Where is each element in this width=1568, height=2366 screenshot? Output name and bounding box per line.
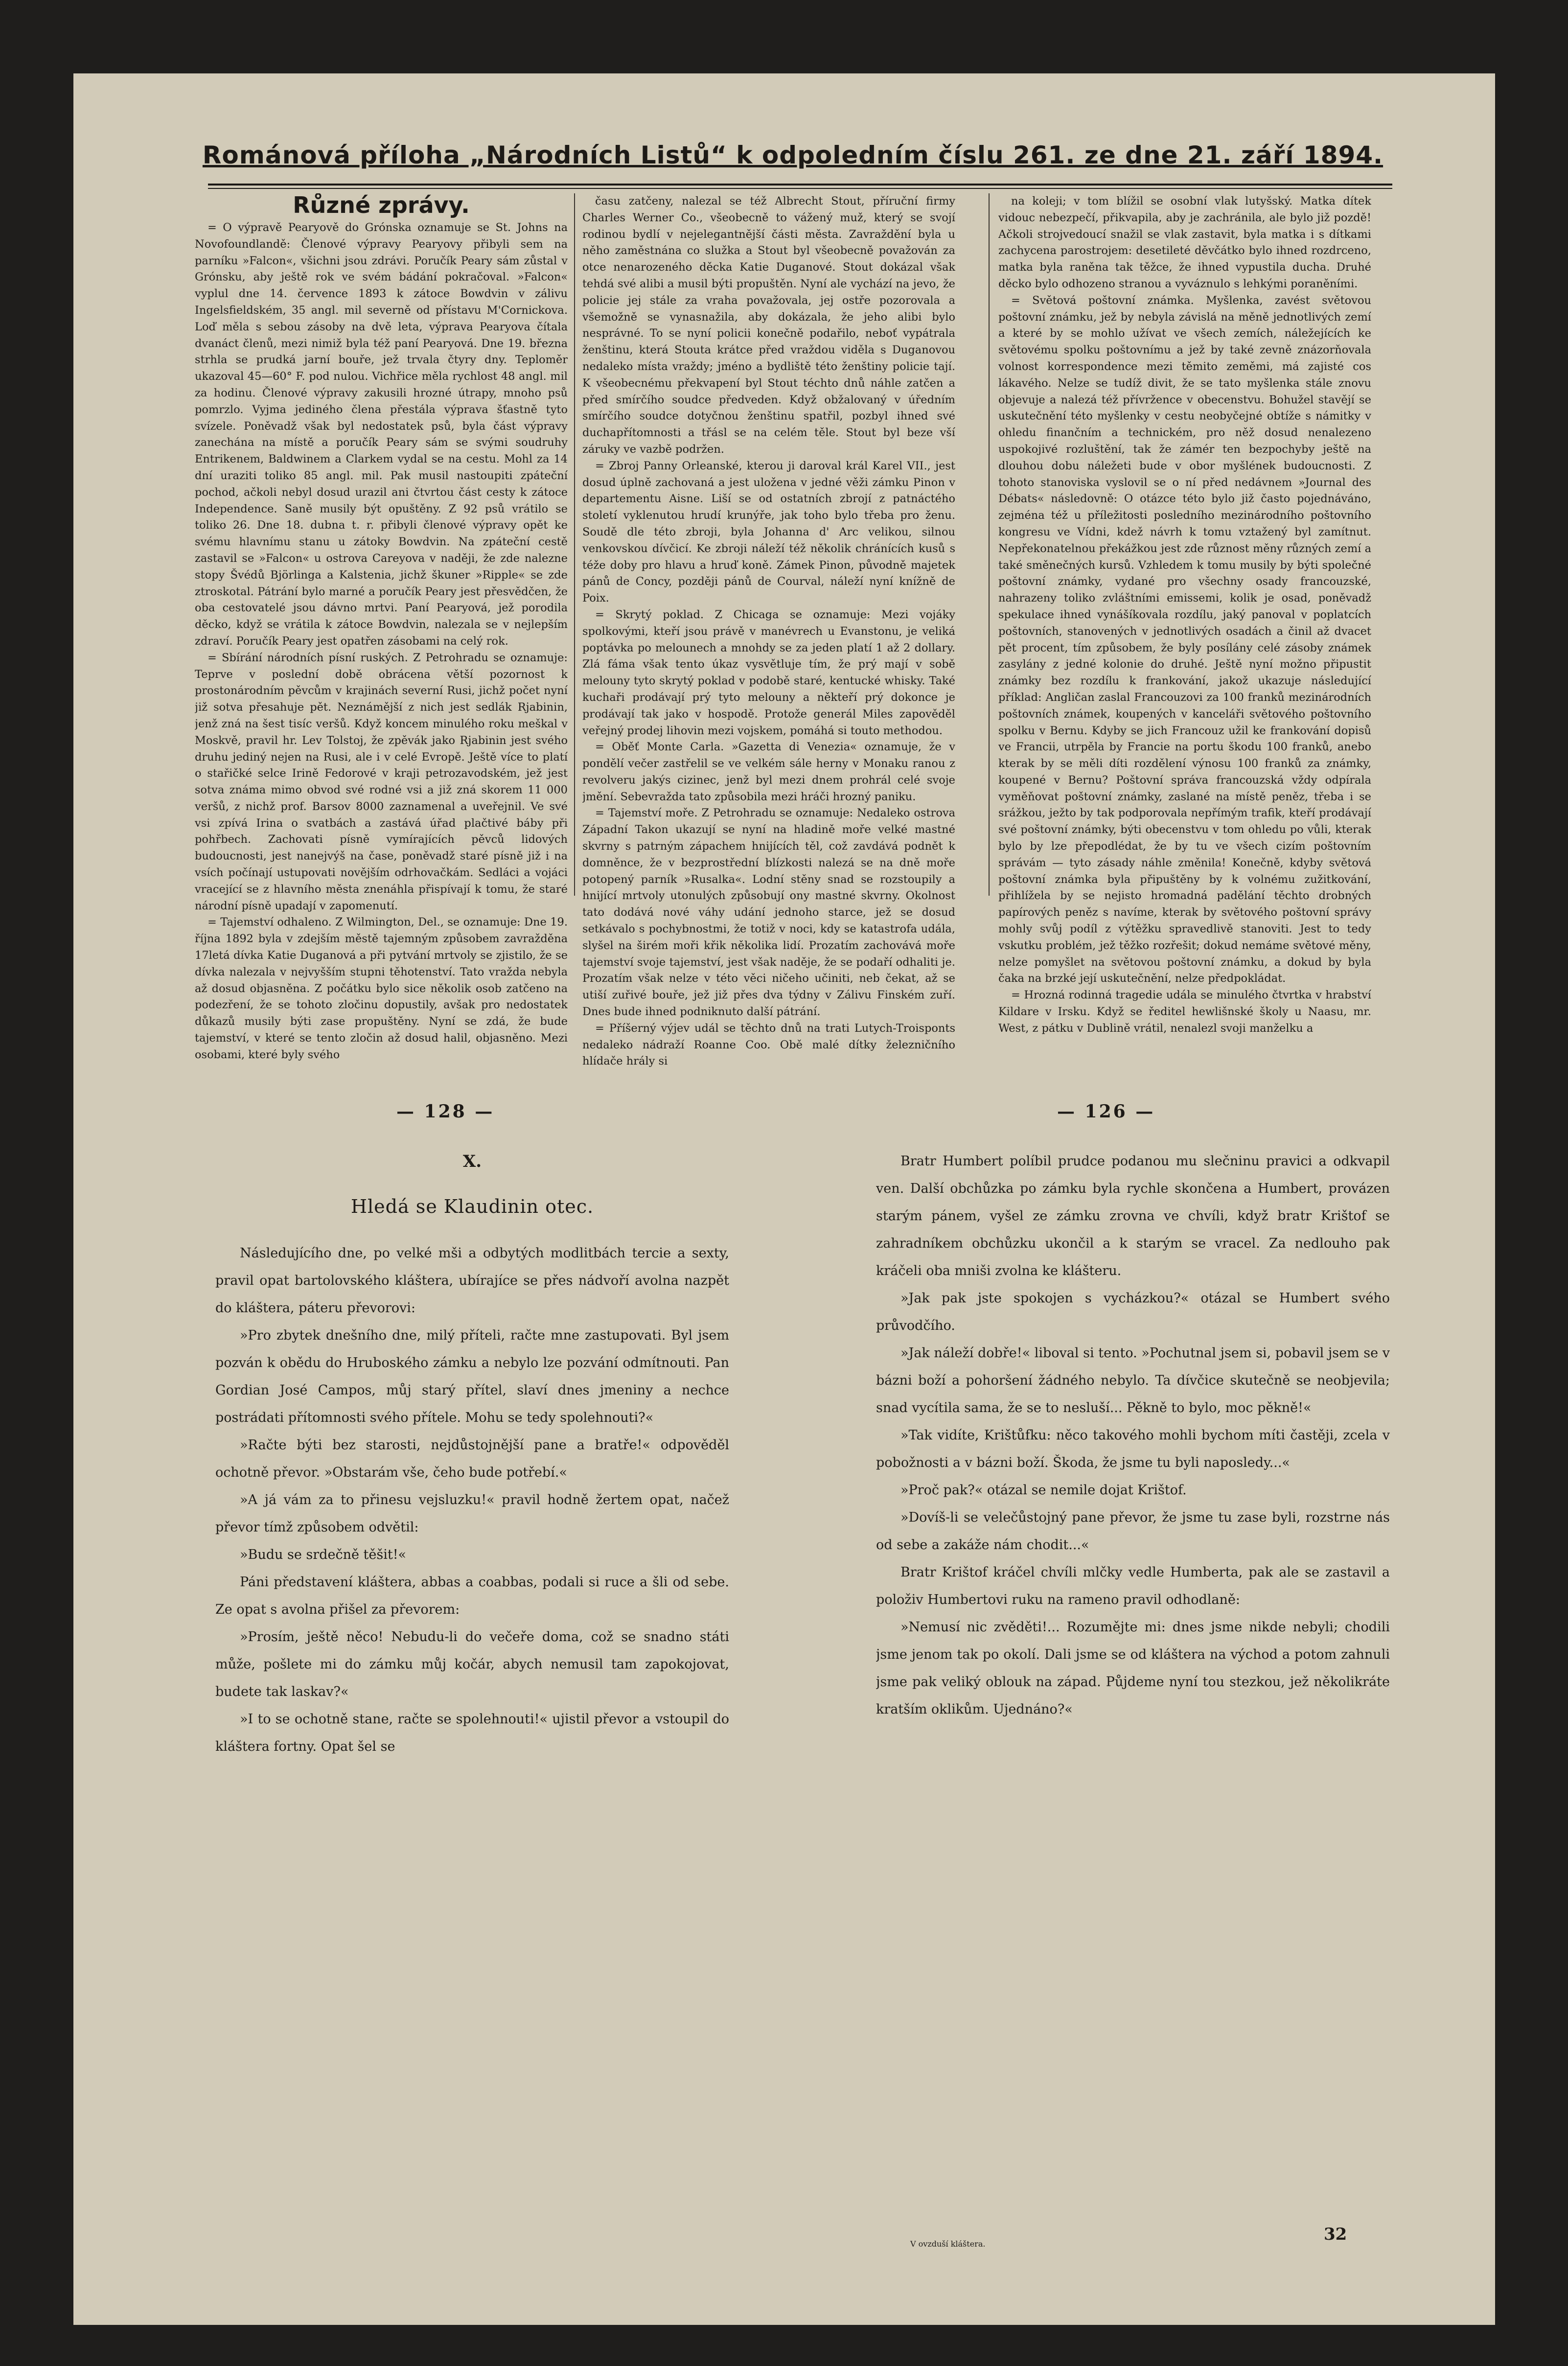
novel-paragraph: Páni představení kláštera, abbas a coabbas, podali si ruce a šli od sebe. Ze opat s avolna přišel za převorem: bbox=[215, 1575, 729, 1617]
news-item: = Příšerný výjev udál se těchto dnů na trati Lutych-Troisponts nedaleko nádraží Roanne Coo. Obě malé dítky železničního hlídače hrály si bbox=[582, 1021, 955, 1068]
novel-paragraph: Následujícího dne, po velké mši a odbytých modlitbách tercie a sexty, pravil opat bartolovského kláštera, ubírajíce se přes nádvoří avolna nazpět do kláštera, páteru převorovi: bbox=[215, 1246, 729, 1316]
novel-paragraph: »Tak vidíte, Krištůfku: něco takového mohli bychom míti častěji, zcela v pobožnosti a v bázni boží. Škoda, že jsme tu byli naposledy...« bbox=[876, 1428, 1390, 1470]
novel-page-left bbox=[215, 1148, 729, 2283]
column-divider bbox=[989, 193, 990, 896]
novel-paragraph: »I to se ochotně stane, račte se spolehnouti!« ujistil převor a vstoupil do kláštera fortny. Opat šel se bbox=[215, 1712, 729, 1754]
news-item: = Skrytý poklad. Z Chicaga se oznamuje: Mezi vojáky spolkovými, kteří jsou právě v manévrech u Evanstonu, je veliká poptávka po melounech a mnohdy se za jeden platí 1 až 2 dollary. Zlá fáma však tento úkaz vysvětluje tím, že prý mají v sobě melouny tyto skrytý poklad v podobě staré, kentucké whisky. Také kuchaři prodávají prý tyto melouny a někteří prý dokonce je prodávají tak jako v hospodě. Protože generál Miles zapověděl veřejný prodej lihovin mezi vojskem, pomáhá si touto methodou. bbox=[582, 608, 955, 737]
header-rule-thin bbox=[208, 188, 1392, 189]
chapter-number: X. bbox=[462, 1152, 482, 1171]
section-title: Různé zprávy. bbox=[293, 193, 470, 218]
novel-paragraph: »Dovíš-li se velečůstojný pane převor, že jsme tu zase byli, rozstrne nás od sebe a zakáže nám chodit...« bbox=[876, 1510, 1390, 1553]
newspaper-page bbox=[73, 73, 1495, 2325]
news-item: času zatčeny, nalezal se též Albrecht Stout, příruční firmy Charles Werner Co., všeobecně to vážený muž, který se svojí rodinou bydlí v nejelegantnější části města. Zavraždění byla u něho zaměstnána co služka a Stout byl všeobecně považován za otce nenarozeného děcka Katie Duganové. Stout dokázal však tehdá své alibi a musil býti propuštěn. Nyní ale vychází na jevo, že policie jej stále za vraha považovala, jej ostře pozorovala a všemožně se vynasnažila, aby dokázala, že jeho alibi bylo nesprávné. To se nyní policii konečně podařilo, neboť vypátrala ženštinu, která Stouta krátce před vraždou viděla s Duganovou nedaleko místa vraždy; jméno a bydliště této ženštiny policie tají. K všeobecnému překvapení byl Stout téchto dnů náhle zatčen a před smírčího soudce předveden. Když obžalovaný v úředním smírčího soudce dotyčnou ženštinu spatřil, pozbyl ihned své duchapřítomnosti a třásl se na celém těle. Stout byl beze vší záruky ve vazbě podržen. bbox=[582, 195, 955, 456]
novel-paragraph: »Proč pak?« otázal se nemile dojat Krištof. bbox=[900, 1483, 1187, 1498]
news-item: na koleji; v tom blížil se osobní vlak lutyšský. Matka dítek vidouc nebezpečí, přikvapila, aby je zachránila, ale bylo již pozdě! Ačkoli strojvedoucí snažil se vlak zastavit, byla matka i s dítkami zachycena parostrojem: desetileté děvčátko bylo ihned rozdrceno, matka byla raněna tak těžce, že ihned vypustila ducha. Druhé děcko bylo odhozeno stranou a vyváznulo s lehkými poraněními. bbox=[998, 195, 1371, 290]
novel-paragraph: »Nemusí nic zvěděti!... Rozumějte mi: dnes jsme nikde nebyli; chodili jsme jenom tak po okolí. Dali jsme se od kláštera na východ a potom zahnuli jsme pak veliký oblouk na západ. Půjdeme nyní tou stezkou, jež několikráte kratším oklikům. Ujednáno?« bbox=[876, 1620, 1390, 1717]
novel-paragraph: »Pro zbytek dnešního dne, milý příteli, račte mne zastupovati. Byl jsem pozván k obědu do Hruboského zámku a nebylo lze pozvání odmítnouti. Pan Gordian José Campos, můj starý přítel, slaví dnes jmeniny a nechce postrádati přítomnosti svého přítele. Mohu se tedy spolehnouti?« bbox=[215, 1328, 729, 1425]
news-item: = Zbroj Panny Orleanské, kterou ji daroval král Karel VII., jest dosud úplně zachovaná a jest uložena v jedné věži zámku Pinon v departementu Aisne. Liší se od ostatních zbrojí z patnáctého století vyklenutou hrudí krunýře, jak toho bylo třeba pro ženu. Soudě dle této zbroji, byla Johanna d' Arc velikou, silnou venkovskou dívčicí. Ke zbroji náleží též několik chránících kusů s téže doby pro hlavu a hruď koně. Zámek Pinon, původně majetek pánů de Concy, později pánů de Courval, náleží nyní knížně de Poix. bbox=[582, 459, 955, 605]
novel-paragraph: »Prosím, ještě něco! Nebudu-li do večeře doma, což se snadno státi může, pošlete mi do zámku můj kočár, abych nemusil tam zapokojovat, budete tak laskav?« bbox=[215, 1629, 729, 1699]
news-item: = Hrozná rodinná tragedie udála se minulého čtvrtka v hrabství Kildare v Irsku. Když se ředitel hewlišnské školy u Naasu, mr. West, z pátku v Dublině vrátil, nenalezl svoji manželku a bbox=[998, 989, 1371, 1035]
novel-paragraph: »Račte býti bez starosti, nejdůstojnější pane a bratře!« odpověděl ochotně převor. »Obstarám vše, čeho bude potřebí.« bbox=[215, 1438, 729, 1480]
novel-page-right bbox=[876, 1148, 1390, 2283]
page-number-left: — 128 — bbox=[396, 1101, 495, 1122]
page-number-right: — 126 — bbox=[1057, 1101, 1155, 1122]
novel-paragraph: »Jak náleží dobře!« liboval si tento. »Pochutnal jsem si, pobavil jsem se v bázni boží a pohoršení žádného nebylo. Ta dívčice skutečně se neobjevila; snad vycítila sama, že se to nesluší... Pěkně to bylo, moc pěkně!« bbox=[876, 1345, 1390, 1415]
news-item: = Oběť Monte Carla. »Gazetta di Venezia« oznamuje, že v pondělí večer zastřelil se ve velkém sále herny v Monaku ranou z revolveru jakýs cizinec, jenž byl mezi dnem prohrál celé svoje jmění. Sebevražda tato způsobila mezi hráči hrozný paniku. bbox=[582, 741, 955, 803]
news-item: = Tajemství moře. Z Petrohradu se oznamuje: Nedaleko ostrova Západní Takon ukazují se nyní na hladině moře velké mastné skvrny s patrným zápachem hnijících těl, což zavdává podnět k domněnce, že v bezprostřední blízkosti nalezá se na dně moře potopený parník »Rusalka«. Lodní stěny snad se rozstoupily a hnijící mrtvoly utonulých způsobují ony mastné skvrny. Okolnost tato dodává nové váhy udání jednoho starce, jež se dosud setkávalo s pochybnostmi, že totiž v noci, kdy se katastrofa udála, slyšel na širém moři křik několika lidí. Prozatím zachovává moře tajemství svoje tajemství, jest však naděje, že se podaří odhaliti je. Prozatím však nelze v této věci ničeho učiniti, neb čekat, až se utiší zuřivé bouře, jež již přes dva týdny v Zálivu Finském zuří. Dnes bude ihned podniknuto další pátrání. bbox=[582, 807, 955, 1019]
header-rule bbox=[208, 184, 1392, 186]
page-header: Románová příloha „Národních Listů“ k odpoledním číslu 261. ze dne 21. září 1894. bbox=[202, 141, 1384, 169]
news-item: = Světová poštovní známka. Myšlenka, zavést světovou poštovní známku, jež by nebyla závislá na měně jednotlivých zemí a které by se mohlo užívat ve všech zemích, náležejících ke světovému spolku poštovnímu a jež by také zevně znázorňovala volnost korrespondence mezi těmito zeměmi, má zajisté cos lákavého. Nelze se tudíž divit, že se tato myšlenka stále znovu objevuje a nalezá též přívržence v obecenstvu. Bohužel stavějí se uskutečnění této myšlenky v cestu neobyčejné obtíže s námitky v ohledu finančním a technickém, pro něž dosud nenalezeno uspokojivé rozluštění, tak že zámér ten bezpochyby ještě na dlouhou dobu náležeti bude v obor myšlének budoucnosti. Z tohoto stanoviska vyslovil se o ní před nedávnem »Journal des Débats« následovně: O otázce této bylo již často pojednáváno, zejména též u příležitosti posledního mezinárodního poštovního kongresu ve Vídni, kdež návrh k tomu vztažený byl zamítnut. Nepřekonatelnou překážkou jest zde různost měny různých zemí a také směnečných kursů. Vzhledem k tomu musily by býti společné poštovní známky, vydané pro všechny osady francouzské, nahrazeny toliko zvláštními emissemi, kolik je osad, poněvadž spekulace ihned vynášíkovala rozdílu, jaký panoval v poplatcích poštovních, stanovených v jednotlivých osadách a činil až dvacet pět procent, tím způsobem, že byly posílány celé zásoby známek zasylány z jedné kolonie do druhé. Ještě nyní možno připustit známky bez rozdílu k frankování, jakož ukazuje následující příklad: Angličan zaslal Francouzovi za 100 franků mezinárodních poštovních známek, koupených v kanceláři světového poštovního spolku v Bernu. Kdyby se jich Francouz užil ke frankování dopisů ve Francii, utrpěla by Francie na portu škodu 100 franků, anebo kterak by se měli díti rozdělení výnosu 100 franků za známky, koupené v Bernu? Poštovní správa francouzská vždy odpírala vyměňovat poštovní známky, zaslané na místě peněz, třeba i se srážkou, ježto by tak podporovala nepřímým trafik, kteří prodávají své poštovní známky, býti obecenstvu v tom ohledu po vůli, kterak bylo by lze přepodlédat, že by tu ve všech cizím poštovním správám — tyto zásady náhle změnila! Konečně, kdyby světová poštovní známka byla připuštěny by k volnému zužitkování, přihlížela by se nejisto hromadná padělání těchto drobných papírových peněz s navíme, kterak by světového poštovní správy mohly svůj podíl z výtěžku spravedlivě stanoviti. Jest to tedy vskutku problém, jež těžko rozřešit; dokud nemáme světové měny, nelze pomyšlet na světovou poštovní známku, a dokud by byla čaka na brzké její uskutečnění, nelze předpokládat. bbox=[998, 294, 1371, 985]
page-footnote: V ovzduší kláštera. bbox=[910, 2239, 986, 2249]
column-divider bbox=[574, 193, 575, 896]
news-item: = O výpravě Pearyově do Grónska oznamuje se St. Johns na Novofoundlandě: Členové výpravy Pearyovy přibyli sem na parníku »Falcon«, všichni jsou zdrávi. Poručík Peary sám zůstal v Grónsku, aby ještě rok ve svém bádání pokračoval. »Falcon« vyplul dne 14. července 1893 k zátoce Bowdvin v zálivu Ingelsfieldském, 35 angl. mil severně od přístavu M'Cornickova. Loď měla s sebou zásoby na dvě leta, výprava Pearyova čítala dvanáct členů, mezi nimiž byla též paní Pearyová. Dne 19. března strhla se prudká jarní bouře, jež trvala čtyry dny. Teploměr ukazoval 45—60° F. pod nulou. Vichřice měla rychlost 48 angl. mil za hodinu. Členové výpravy zakusili hrozné útrapy, mnoho psů pomrzlo. Vyjma jediného člena přestála výprava šťastně tyto svízele. Poněvadž však byl nedostatek psů, byla část výpravy zanechána na místě a poručík Peary sám se svými soudruhy Entrikenem, Baldwinem a Clarkem vydal se na cestu. Mohl za 14 dní uraziti toliko 85 angl. mil. Pak musil nastoupiti zpáteční pochod, ačkoli nebyl dosud urazil ani čtvrtou část cesty k zátoce Independence. Saně musily být opuštěny. Z 92 psů vrátilo se toliko 26. Dne 18. dubna t. r. přibyli členové výpravy opět ke svému hlavnímu stanu u zátoky Bowdvin. Na zpáteční cestě zastavil se »Falcon« u ostrova Careyova v naději, že zde nalezne stopy Švédů Björlinga a Kalstenia, jichž škuner »Ripple« se zde ztroskotal. Pátrání bylo marné a poručík Peary jest přesvědčen, že oba cestovatelé jsou dávno mrtvi. Paní Pearyová, jež porodila děcko, když se vrátila k zátoce Bowdvin, nalezala se v nejlepším zdraví. Poručík Peary jest opatřen zásobami na celý rok. bbox=[195, 221, 568, 648]
news-item: = Sbírání národních písní ruských. Z Petrohradu se oznamuje: Teprve v poslední době obrácena větší pozornost k prostonárodním pěvcům v krajinách severní Rusi, jichž počet nyní již sotva přesahuje pět. Neznámější z nich jest sedlák Rjabinin, jenž zná na šest tisíc veršů. Když koncem minulého roku meškal v Moskvě, pravil hr. Lev Tolstoj, že zpěvák jako Rjabinin jest svého druhu jediný nejen na Rusi, ale i v celé Evropě. Ještě více to platí o stařičké selce Irině Fedorové v kraji petrozavodském, jež jest sotva známa mimo obvod své rodné vsi a již zná skorem 11 000 veršů, z nichž prof. Barsov 8000 zaznamenal a uveřejnil. Ve své vsi zpívá Irina o svatbách a zastává úřad plačtivé báby při pohřbech. Zachovati písně vymírajících pěvců lidových budoucnosti, jest nanejvýš na čase, poněvadž staré písně již i na vsích počínají ustupovati novějším odrhovačkám. Sedláci a vojáci vracející se z hlavního města znenáhla přispívají k tomu, že staré národní písně upadají v zapomenutí. bbox=[195, 651, 568, 912]
chapter-title: Hledá se Klaudinin otec. bbox=[350, 1196, 594, 1217]
novel-paragraph: »A já vám za to přinesu vejsluzku!« pravil hodně žertem opat, načež převor tímž způsobem odvětil: bbox=[215, 1492, 729, 1535]
novel-paragraph: »Jak pak jste spokojen s vycházkou?« otázal se Humbert svého průvodčího. bbox=[876, 1291, 1390, 1333]
novel-paragraph: »Budu se srdečně těšit!« bbox=[240, 1547, 407, 1562]
news-item: = Tajemství odhaleno. Z Wilmington, Del., se oznamuje: Dne 19. října 1892 byla v zdejším městě tajemným způsobem zavražděna 17letá dívka Katie Duganová a při pytvání mrtvoly se zjistilo, že se dívka nalezala v nejvyšším stupni těhotenství. Tato vražda nebyla až dosud objasněna. Z počátku bylo sice několik osob zatčeno na podezření, že se tohoto zločinu dopustily, avšak pro nedostatek důkazů musily býti zase propuštěny. Nyní se zdá, že bude tajemství, v které se tento zločin až dosud halil, objasněno. Mezi osobami, které byly svého bbox=[195, 916, 568, 1061]
novel-paragraph: Bratr Humbert políbil prudce podanou mu slečninu pravici a odkvapil ven. Další obchůzka po zámku byla rychle skončena a Humbert, provázen starým pánem, vyšel ze zámku zrovna ve chvíli, když bratr Krištof se zahradníkem obchůzku ukončil a k starým se vracel. Za nedlouho pak kráčeli oba mniši zvolna ke klášteru. bbox=[876, 1154, 1390, 1278]
folio-number: 32 bbox=[1324, 2225, 1347, 2244]
novel-paragraph: Bratr Krištof kráčel chvíli mlčky vedle Humberta, pak ale se zastavil a položiv Humbertovi ruku na rameno pravil odhodlaně: bbox=[876, 1565, 1390, 1607]
